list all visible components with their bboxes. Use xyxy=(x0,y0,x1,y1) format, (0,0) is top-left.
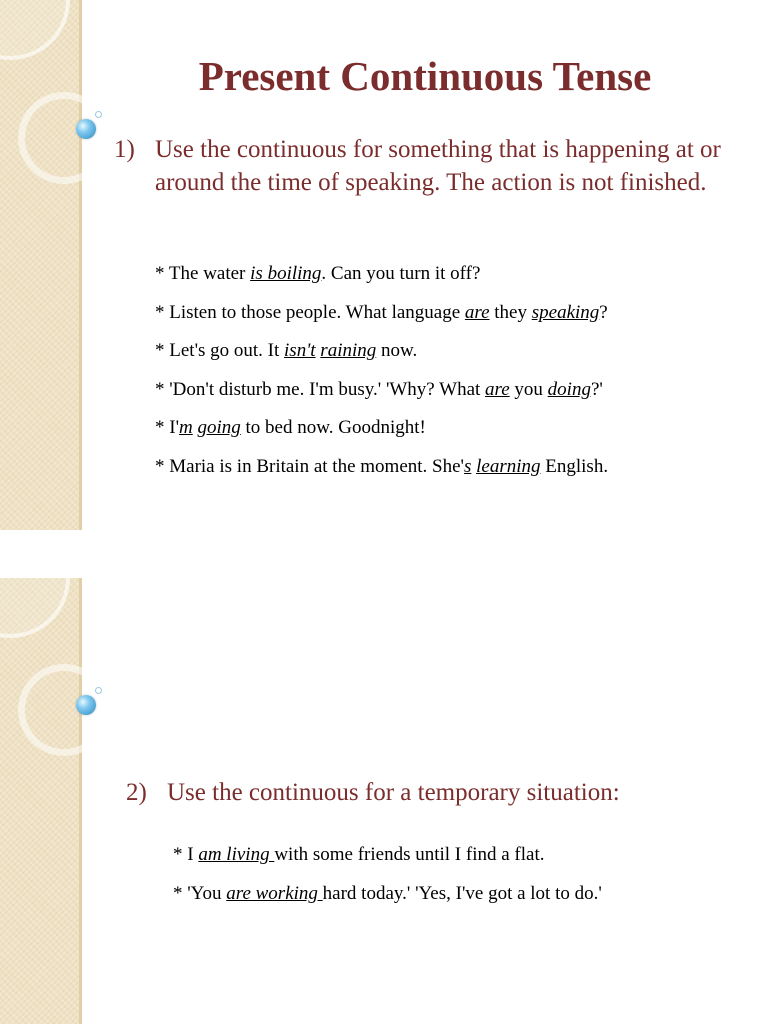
verb-form-highlight: learning xyxy=(476,455,541,477)
verb-form-highlight: speaking xyxy=(531,301,600,323)
sentence-fragment: now. xyxy=(376,340,418,362)
decorative-ring-icon xyxy=(18,664,82,756)
sentence-fragment: ?' xyxy=(590,378,603,400)
verb-form-highlight: m xyxy=(179,417,193,439)
small-ring-dot-icon xyxy=(95,687,102,694)
band-edge xyxy=(79,578,82,1024)
decorative-ring-icon xyxy=(0,0,70,60)
decorative-ring-icon xyxy=(0,578,70,638)
sentence-fragment: * Listen to those people. What language xyxy=(155,301,465,323)
section-2-point xyxy=(126,776,746,810)
verb-form-highlight: are working xyxy=(226,882,323,904)
sentence-fragment: * The water xyxy=(155,263,251,284)
example-sentence xyxy=(155,415,608,454)
sentence-fragment: . Can you turn it off? xyxy=(321,263,481,284)
section-1-examples xyxy=(155,261,608,493)
example-sentence xyxy=(173,881,602,920)
decorative-side-band-bottom xyxy=(0,578,82,1024)
sentence-fragment: you xyxy=(509,378,548,400)
verb-form-highlight: going xyxy=(197,417,241,439)
section-2-number: 2) xyxy=(126,779,147,806)
verb-form-highlight: isn't xyxy=(284,340,316,362)
example-sentence xyxy=(155,338,608,377)
verb-form-highlight: am living xyxy=(198,844,275,865)
sentence-fragment: * Maria is in Britain at the moment. She' xyxy=(155,455,464,477)
sentence-fragment: English. xyxy=(540,455,609,477)
example-sentence xyxy=(155,300,608,339)
sentence-fragment: hard today.' 'Yes, I've got a lot to do.' xyxy=(322,882,602,904)
small-ring-dot-icon xyxy=(95,111,102,118)
verb-form-highlight: are xyxy=(485,378,510,400)
example-sentence xyxy=(155,377,608,416)
sentence-fragment: ? xyxy=(599,301,608,323)
sentence-fragment: to bed now. Goodnight! xyxy=(240,417,426,439)
example-sentence xyxy=(155,454,608,493)
verb-form-highlight: raining xyxy=(320,340,377,362)
page-title: Present Continuous Tense xyxy=(198,53,652,99)
section-2-text: Use the continuous for a temporary situation: xyxy=(167,779,620,806)
verb-form-highlight: doing xyxy=(547,378,591,400)
verb-form-highlight: s xyxy=(463,455,472,477)
blue-orb-icon xyxy=(76,695,96,715)
section-2-examples xyxy=(173,842,602,919)
decorative-side-band-top xyxy=(0,0,82,530)
sentence-fragment: with some friends until I find a flat. xyxy=(274,844,545,865)
sentence-fragment: they xyxy=(489,301,532,323)
sentence-fragment: * Let's go out. It xyxy=(155,340,285,362)
section-1-text: Use the continuous for something that is happening at or around the time of speaking. The action is not finished. xyxy=(155,136,721,196)
sentence-fragment: * I xyxy=(173,844,199,865)
section-1-point xyxy=(114,133,734,233)
example-sentence xyxy=(173,842,602,881)
section-1-number: 1) xyxy=(114,136,135,163)
verb-form-highlight: are xyxy=(464,301,490,323)
sentence-fragment: * I' xyxy=(155,417,180,439)
sentence-fragment: * 'Don't disturb me. I'm busy.' 'Why? What xyxy=(155,378,486,400)
decorative-ring-icon xyxy=(18,92,82,184)
blue-orb-icon xyxy=(76,119,96,139)
verb-form-highlight: is boiling xyxy=(250,263,322,284)
example-sentence xyxy=(155,261,608,300)
sentence-fragment: * 'You xyxy=(173,882,227,904)
